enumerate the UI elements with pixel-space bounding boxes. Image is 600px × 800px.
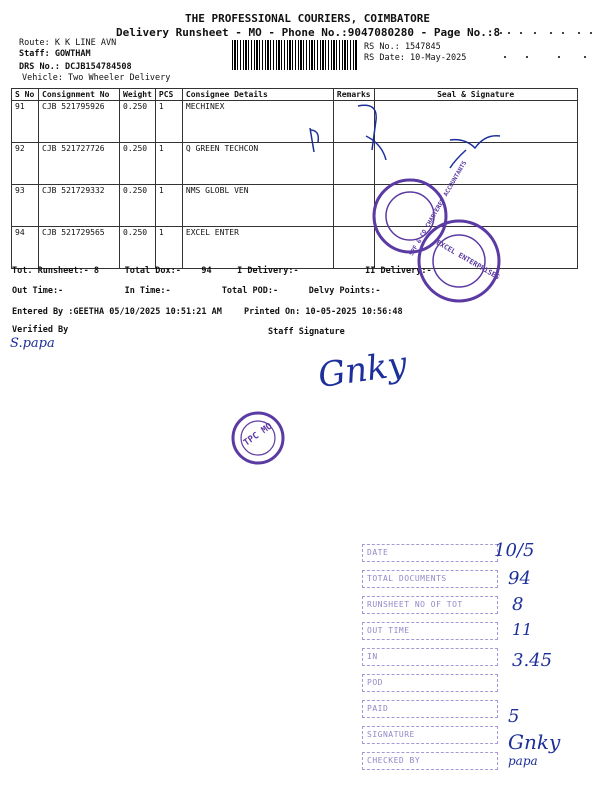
stamp-value-docs: 94 <box>508 568 531 589</box>
table-header-row <box>12 89 578 101</box>
cell-sno: 91 <box>12 101 39 143</box>
cell-sno: 94 <box>12 227 39 269</box>
cell-pcs: 1 <box>155 143 182 185</box>
cell-weight: 0.250 <box>120 143 156 185</box>
stamp-field-label: POD <box>362 674 498 692</box>
stamp-value-runsheet: 8 <box>512 594 524 615</box>
barcode-image <box>232 40 358 70</box>
cell-consignee: MECHINEX <box>182 101 333 143</box>
drs-number: DRS No.: DCJB154784508 <box>19 62 132 72</box>
col-header: Seal & Signature <box>374 89 577 101</box>
rs-number: RS No.: 1547845 <box>364 42 441 52</box>
excel-round-stamp <box>416 218 502 304</box>
col-header: Consignment No <box>39 89 120 101</box>
totals-line-1: Tot. Runsheet:- 8 Total Dox:- 94 I Delivery:- II Delivery:- <box>12 266 432 276</box>
cell-consignee: NMS GLOBL VEN <box>182 185 333 227</box>
cell-pcs: 1 <box>155 227 182 269</box>
runsheet-title: Delivery Runsheet - MO - Phone No.:9047080280 - Page No.:8 <box>116 26 501 39</box>
delivery-stamp-form <box>362 540 562 780</box>
cell-remarks <box>333 185 374 227</box>
cell-sno: 93 <box>12 185 39 227</box>
stamp-field-label: CHECKED BY <box>362 752 498 770</box>
cell-weight: 0.250 <box>120 101 156 143</box>
stamp-value-date: 10/5 <box>494 540 535 561</box>
col-header: Consignee Details <box>182 89 333 101</box>
spf-stamp-text: SPF & CO CHARTERED ACCOUNTANTS <box>408 159 469 258</box>
stamp-value-out: 11 <box>512 620 533 639</box>
cell-pcs: 1 <box>155 185 182 227</box>
stamp-value-in: 3.45 <box>512 650 553 671</box>
staff-label: Staff: GOWTHAM <box>19 49 91 59</box>
stamp-value-paid: 5 <box>508 706 520 727</box>
cell-sno: 92 <box>12 143 39 185</box>
verified-signature: S.papa <box>10 336 55 351</box>
vehicle-label: Vehicle: Two Wheeler Delivery <box>22 73 171 83</box>
cell-remarks <box>333 227 374 269</box>
company-name: THE PROFESSIONAL COURIERS, COIMBATORE <box>185 12 431 25</box>
stamp-field-label: IN <box>362 648 498 666</box>
stamp-signature: Gnky <box>508 730 561 754</box>
cell-consignee: Q GREEN TECHCON <box>182 143 333 185</box>
scan-noise-dots <box>500 30 595 60</box>
stamp-field-label: RUNSHEET NO OF TOT <box>362 596 498 614</box>
tpc-stamp-text: TPC MO <box>242 421 275 449</box>
col-header: S No <box>12 89 39 101</box>
staff-signature: Gnky <box>315 344 410 396</box>
cell-weight: 0.250 <box>120 227 156 269</box>
staff-signature-label: Staff Signature <box>268 327 345 337</box>
printed-on: Printed On: 10-05-2025 10:56:48 <box>244 307 403 317</box>
cell-consignment: CJB 521727726 <box>39 143 120 185</box>
stamp-field-label: OUT TIME <box>362 622 498 640</box>
cell-consignment: CJB 521729332 <box>39 185 120 227</box>
excel-stamp-text: EXCEL ENTERPRISES <box>434 238 501 282</box>
col-header: Weight <box>120 89 156 101</box>
verified-by-label: Verified By <box>12 325 69 335</box>
cell-weight: 0.250 <box>120 185 156 227</box>
route-label: Route: K K LINE AVN <box>19 38 117 48</box>
stamp-field-label: DATE <box>362 544 498 562</box>
rs-date: RS Date: 10-May-2025 <box>364 53 467 63</box>
checked-signature: papa <box>508 754 538 768</box>
stamp-field-label: TOTAL DOCUMENTS <box>362 570 498 588</box>
cell-pcs: 1 <box>155 101 182 143</box>
cell-consignment: CJB 521729565 <box>39 227 120 269</box>
col-header: Remarks <box>333 89 374 101</box>
col-header: PCS <box>155 89 182 101</box>
entered-by: Entered By :GEETHA 05/10/2025 10:51:21 AM <box>12 307 222 317</box>
cell-consignee: EXCEL ENTER <box>182 227 333 269</box>
cell-consignment: CJB 521795926 <box>39 101 120 143</box>
stamp-field-label: PAID <box>362 700 498 718</box>
totals-line-2: Out Time:- In Time:- Total POD:- Delvy Points:- <box>12 286 381 296</box>
stamp-field-label: SIGNATURE <box>362 726 498 744</box>
